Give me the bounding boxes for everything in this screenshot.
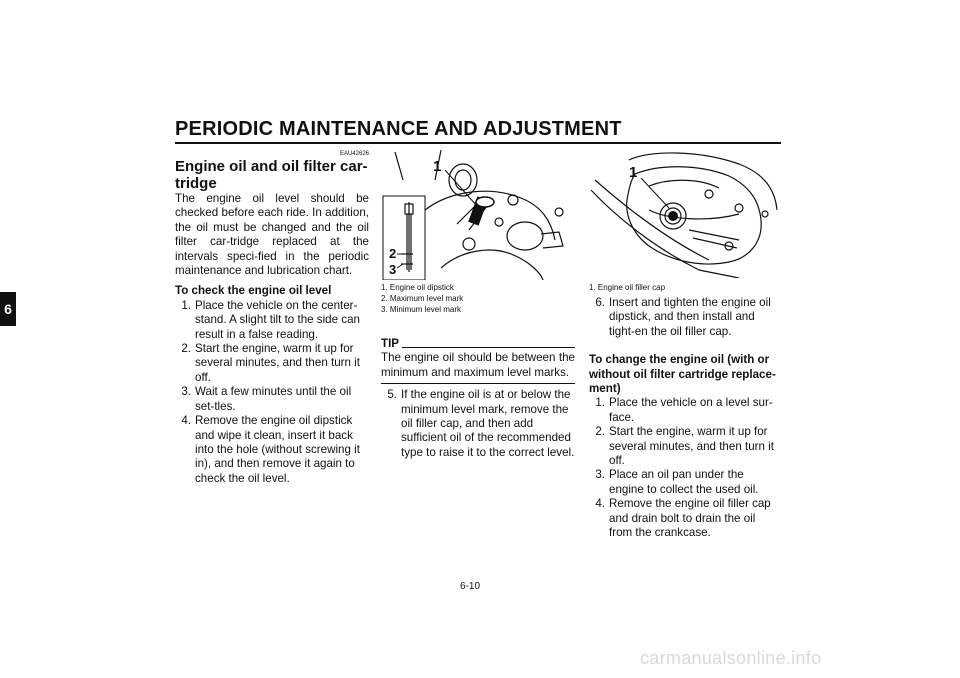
dipstick-drawing	[381, 150, 575, 280]
header-rule	[175, 142, 781, 144]
watermark: carmanualsonline.info	[640, 648, 822, 668]
callout-1: 1	[629, 164, 638, 181]
dipstick-illustration	[381, 150, 575, 280]
tip-label: TIP	[381, 337, 400, 350]
caption-line: 1. Engine oil filler cap	[589, 283, 666, 292]
caption-line: 3. Minimum level mark	[381, 305, 462, 314]
subheading-change-oil: To change the engine oil (with or without oil filter cartridge replace-ment)	[589, 353, 776, 396]
callout-3: 3	[389, 262, 397, 277]
list-item: 5. If the engine oil is at or below the minimum level mark, remove the oil filler cap, and then add sufficient oil of the recommended type to raise it to the correct level.	[387, 388, 575, 459]
list-item: 1. Place the vehicle on a level sur-face.	[595, 396, 773, 424]
list-item: 1. Place the vehicle on the center-stand. A slight tilt to the side can result in a false reading.	[181, 298, 360, 341]
tip-text: The engine oil should be between the minimum and maximum level marks.	[381, 351, 575, 384]
filler-cap-drawing	[589, 150, 781, 278]
steps-middle	[381, 388, 575, 460]
figure2-captions	[589, 282, 781, 293]
caption-line: 1. Engine oil dipstick	[381, 283, 454, 292]
list-item: 6. Insert and tighten the engine oil dipstick, and then install and tight-en the oil filler cap.	[595, 296, 771, 338]
steps-change-oil	[589, 396, 781, 540]
steps-right-top	[589, 296, 781, 339]
callout-2: 2	[389, 246, 397, 261]
list-item: 4. Remove the engine oil dipstick and wipe it clean, insert it back into the hole (without screwing it in), and then remove it again to check the oil level.	[181, 414, 360, 485]
list-item: 3. Place an oil pan under the engine to collect the used oil.	[595, 468, 759, 496]
list-item: 2. Start the engine, warm it up for several minutes, and then turn it off.	[181, 342, 360, 384]
callout-1: 1	[433, 158, 442, 175]
right-column	[589, 296, 781, 541]
list-item: 2. Start the engine, warm it up for several minutes, and then turn it off.	[595, 425, 774, 468]
page-number: 6-10	[460, 581, 481, 592]
figure1-captions	[381, 282, 575, 315]
page-title: PERIODIC MAINTENANCE AND ADJUSTMENT	[175, 118, 622, 140]
section-title: Engine oil and oil filter car-tridge	[175, 158, 368, 192]
section-code: EAU42626	[339, 151, 369, 157]
middle-column	[381, 337, 575, 460]
caption-line: 2. Maximum level mark	[381, 294, 464, 303]
list-item: 4. Remove the engine oil filler cap and drain bolt to drain the oil from the crankcase.	[595, 497, 771, 540]
left-column	[175, 150, 369, 486]
tip-header	[381, 337, 575, 351]
chapter-tab: 6	[0, 292, 16, 326]
filler-cap-illustration	[589, 150, 781, 278]
steps-check-oil	[175, 299, 369, 486]
intro-paragraph: The engine oil level should be checked before each ride. In addition, the oil must be changed and the oil filter car-tridge replaced at the intervals speci-fied in the periodic maintenance and lubrication chart.	[175, 192, 369, 278]
list-item: 3. Wait a few minutes until the oil set-tles.	[181, 385, 352, 413]
subheading-check-oil: To check the engine oil level	[175, 284, 332, 298]
